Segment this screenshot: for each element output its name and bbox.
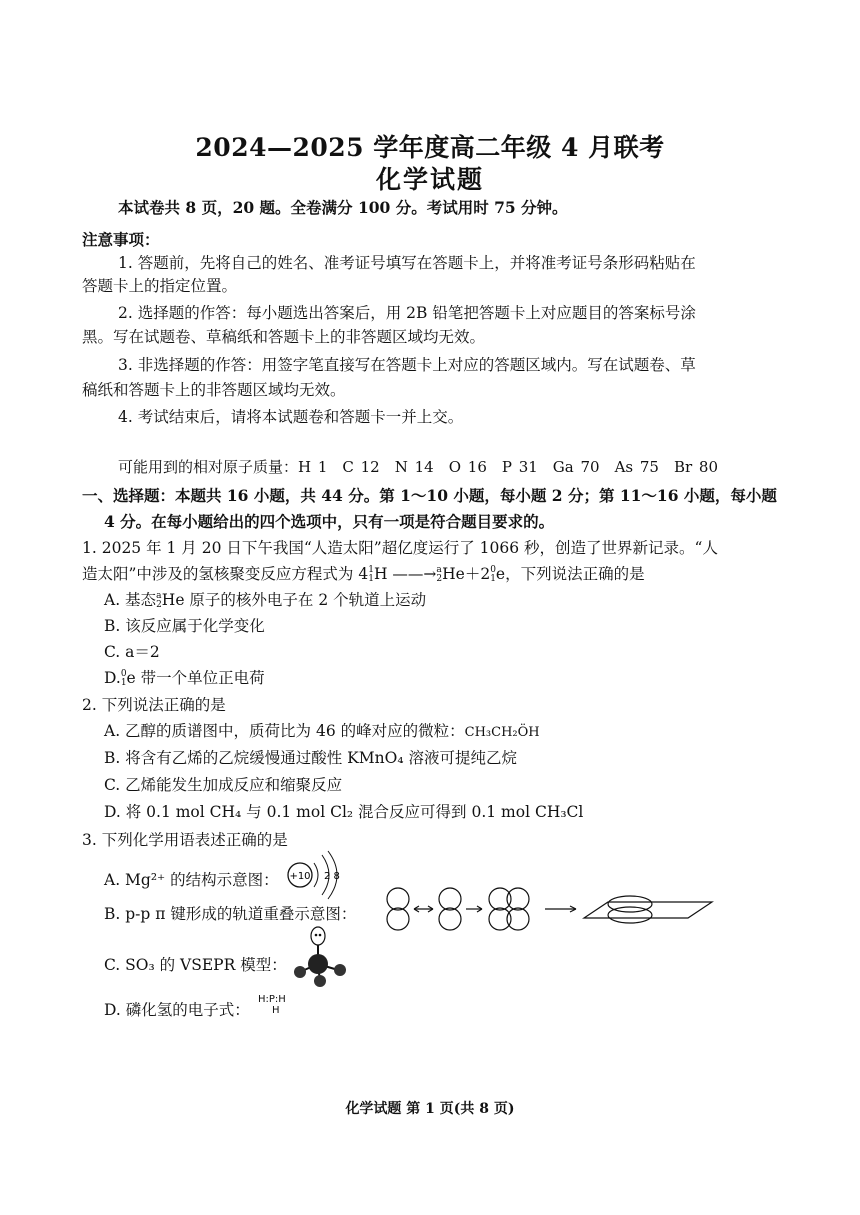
note-1b: 答题卡上的指定位置。 <box>82 277 238 295</box>
note-1a: 1. 答题前，先将自己的姓名、准考证号填写在答题卡上，并将准考证号条形码粘贴在 <box>118 254 696 272</box>
q3-option-a: A. Mg²⁺ 的结构示意图： <box>104 871 279 889</box>
q3-option-b: B. p-p π 键形成的轨道重叠示意图： <box>104 905 357 923</box>
page-footer: 化学试题 第 1 页(共 8 页) <box>345 1101 515 1117</box>
section-1-line-2: 4 分。在每小题给出的四个选项中，只有一项是符合题目要求的。 <box>104 512 555 531</box>
he-nuclide-index: a 2 <box>436 565 443 584</box>
q1-stem-line-1: 1. 2025 年 1 月 20 日下午我国“人造太阳”超亿度运行了 1066 秒，创造了世界新记录。“人 <box>82 539 718 557</box>
note-3a: 3. 非选择题的作答：用签字笔直接写在答题卡上对应的答题区域内。写在试题卷、草 <box>118 356 696 374</box>
e-nuclide-index: 0 1 <box>490 565 496 584</box>
note-4: 4. 考试结束后，请将本试题卷和答题卡一并上交。 <box>118 408 464 426</box>
phosphine-electron-formula <box>258 994 286 1016</box>
q1-stem-text-d: e，下列说法正确的是 <box>495 565 645 583</box>
q1-option-b: B. 该反应属于化学变化 <box>104 617 265 635</box>
pp-pi-overlap-diagram <box>378 886 718 932</box>
q2-option-b: B. 将含有乙烯的乙烷缓慢通过酸性 KMnO₄ 溶液可提纯乙烷 <box>104 749 517 767</box>
so3-vsepr-model <box>290 924 360 988</box>
q2-stem: 2. 下列说法正确的是 <box>82 696 226 714</box>
q1-option-d-prefix: D. <box>104 669 121 687</box>
q3-option-d: D. 磷化氢的电子式： <box>104 1001 250 1019</box>
mg-shell-electrons: 2 8 <box>324 871 340 882</box>
q1-option-d-text: e 带一个单位正电荷 <box>126 669 265 687</box>
he-index-a: a 2 <box>156 591 162 610</box>
notes-heading: 注意事项： <box>82 230 160 249</box>
q3-stem: 3. 下列化学用语表述正确的是 <box>82 831 288 849</box>
q1-option-a <box>104 588 426 610</box>
note-2b: 黑。写在试题卷、草稿纸和答题卡上的非答题区域均无效。 <box>82 328 486 346</box>
note-3b: 稿纸和答题卡上的非答题区域均无效。 <box>82 381 346 399</box>
atomic-mass-line: 可能用到的相对原子质量：H 1 C 12 N 14 O 16 P 31 Ga 70 As 75 Br 80 <box>118 458 719 476</box>
q1-option-a-prefix: A. 基态 <box>104 591 157 609</box>
mg-ion-structure-diagram <box>284 847 350 903</box>
q2-option-d: D. 将 0.1 mol CH₄ 与 0.1 mol Cl₂ 混合反应可得到 0.1 mol CH₃Cl <box>104 803 584 821</box>
phosphine-formula-text: H:P:H <box>258 994 286 1005</box>
q1-option-c: C. a＝2 <box>104 643 160 661</box>
q2-option-a-text: A. 乙醇的质谱图中，质荷比为 46 的峰对应的微粒： <box>104 722 465 740</box>
q1-stem-text-c: He＋2 <box>442 565 491 583</box>
h-nuclide-index: 1 1 <box>368 565 374 584</box>
e-index-d: 0 1 <box>120 669 127 688</box>
ethanol-ion-formula: CH₃CH₂ÖH <box>464 725 540 740</box>
exam-meta: 本试卷共 8 页，20 题。全卷满分 100 分。考试用时 75 分钟。 <box>118 198 568 217</box>
q3-option-c: C. SO₃ 的 VSEPR 模型： <box>104 956 287 974</box>
q2-option-a <box>104 719 540 741</box>
q1-stem-line-2 <box>82 562 645 584</box>
q1-stem-text-a: 造太阳”中涉及的氢核聚变反应方程式为 4 <box>82 565 369 583</box>
note-2a: 2. 选择题的作答：每小题选出答案后，用 2B 铅笔把答题卡上对应题目的答案标号涂 <box>118 304 696 322</box>
exam-subtitle: 化学试题 <box>375 165 484 194</box>
q2-option-c: C. 乙烯能发生加成反应和缩聚反应 <box>104 776 343 794</box>
q1-option-a-text: He 原子的核外电子在 2 个轨道上运动 <box>161 591 427 609</box>
section-1-line-1: 一、选择题：本题共 16 小题，共 44 分。第 1～10 小题，每小题 2 分；第 11～16 小题，每小题 <box>82 486 777 505</box>
mg-nucleus-label: +10 <box>289 871 311 882</box>
phosphine-lower-h: H <box>272 1005 280 1016</box>
q1-stem-text-b: H ——→ <box>373 565 437 583</box>
exam-title: 2024—2025 学年度高二年级 4 月联考 <box>195 133 665 162</box>
q1-option-d <box>104 666 265 688</box>
